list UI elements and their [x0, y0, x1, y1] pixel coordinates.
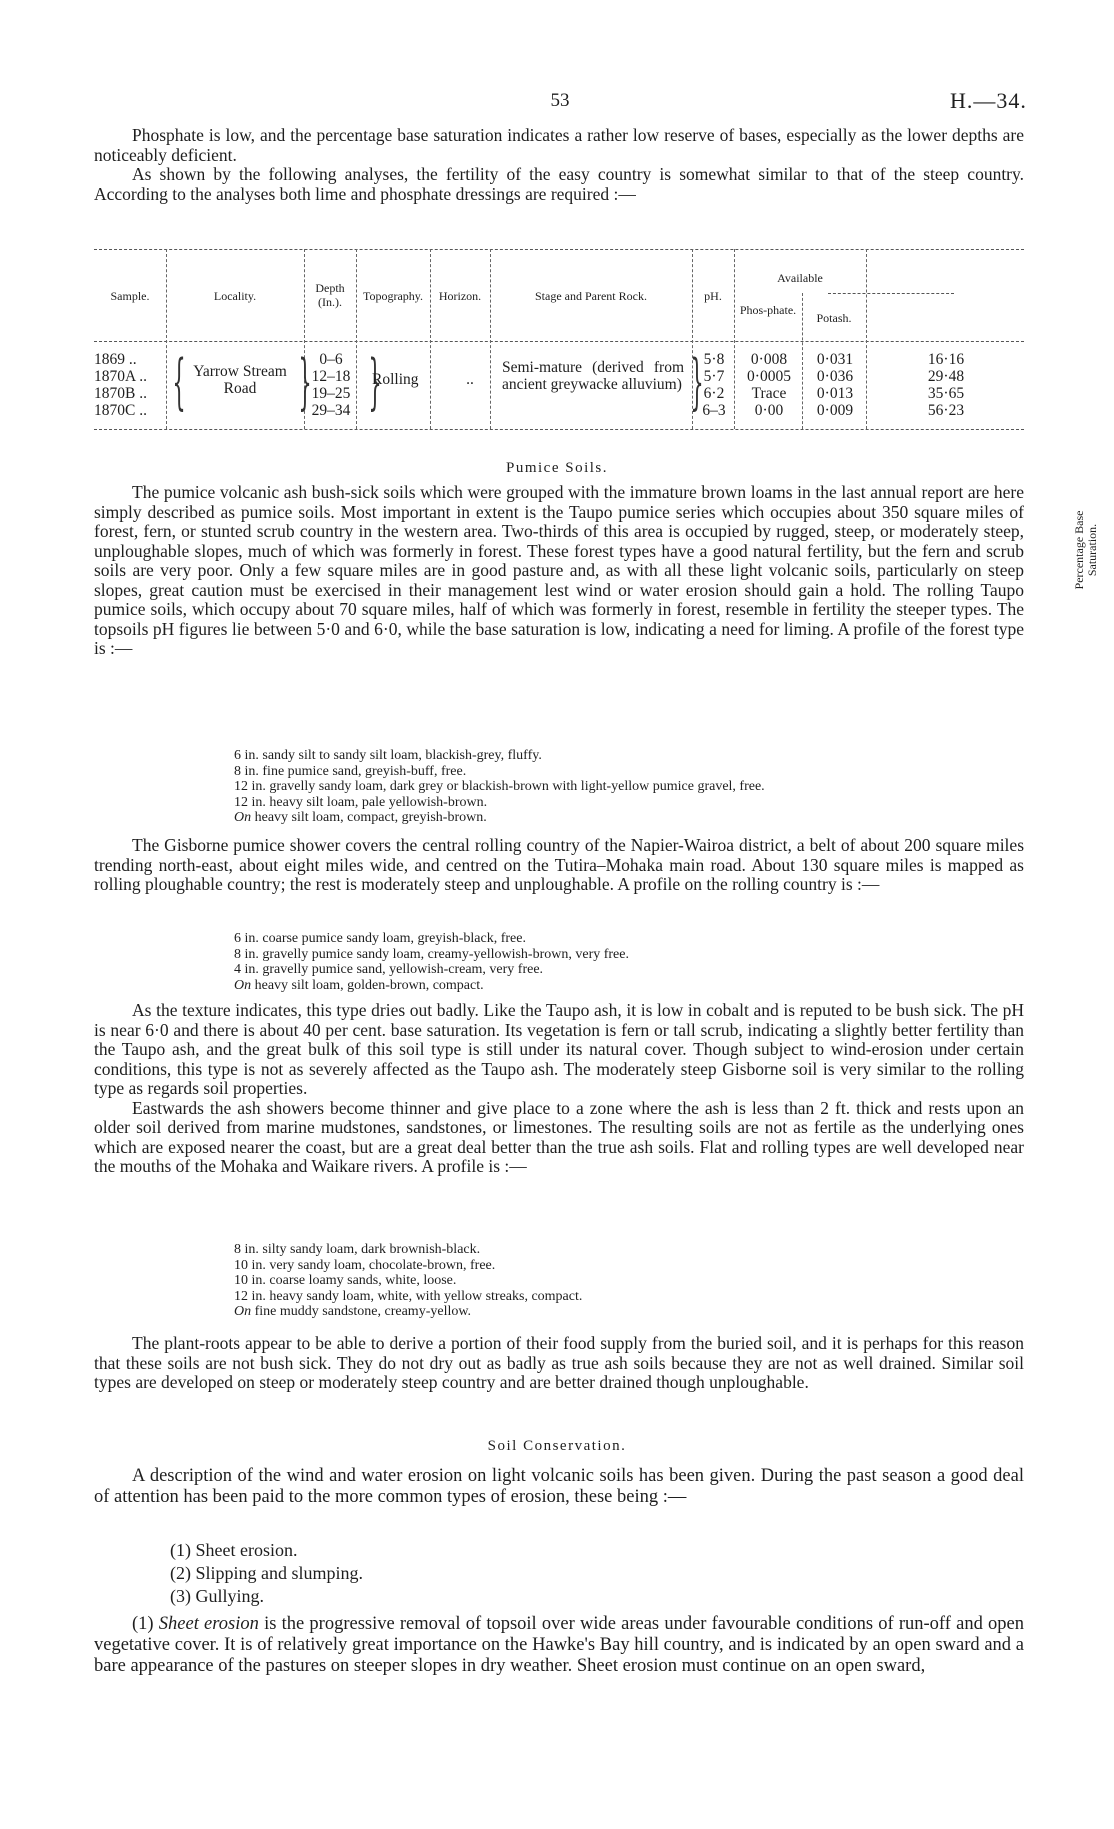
pumice-paragraph-2: The Gisborne pumice shower covers the central rolling country of the Napier-Wairoa district, a belt of about 200 square miles trending north-east, about eight miles wide, and centred on the Tutira–Mohaka main road. About 130 square miles is mapped as rolling ploughable country; the rest is moderately steep and unploughable. A profile on the rolling country is :—: [94, 835, 1024, 894]
header-potash: Potash.: [816, 311, 852, 325]
profile-forest-type: [234, 748, 994, 826]
depth-column: 0–6 12–18 19–25 29–34: [311, 351, 351, 419]
profile-eastwards: [234, 1242, 994, 1320]
profile-line: 8 in. silty sandy loam, dark brownish-black.: [234, 1242, 481, 1257]
header-base-saturation: Percentage Base Saturation.: [1072, 510, 1099, 590]
phosphate-column: 0·008 0·0005 Trace 0·00: [747, 351, 791, 419]
table-bottom-rule: [94, 429, 1024, 430]
column-divider: [490, 249, 491, 429]
profile-line: 12 in. heavy silt loam, pale yellowish-brown.: [234, 794, 488, 810]
profile-line: 4 in. gravelly pumice sand, yellowish-cream, very free.: [234, 962, 544, 978]
profile-line: 8 in. fine pumice sand, greyish-buff, free.: [234, 763, 467, 779]
table-header-rule: [94, 341, 1024, 342]
left-brace: {: [172, 347, 186, 417]
stage-cell: Semi-mature (derived from ancient greywacke alluvium): [502, 359, 684, 393]
table-row: 1870A ..: [94, 368, 147, 385]
header-locality: Locality.: [213, 289, 257, 303]
column-divider: [430, 249, 431, 429]
column-divider: [356, 249, 357, 429]
header-sample: Sample.: [110, 289, 150, 303]
table-row: 1870C ..: [94, 402, 147, 419]
topography-cell: Rolling: [372, 371, 419, 388]
pumice-paragraph-1-wrap: [94, 483, 1024, 659]
section-heading-conservation: Soil Conservation.: [487, 1438, 627, 1454]
pumice-paragraph-5: The plant-roots appear to be able to derive a portion of their food supply from the buried soil, and it is perhaps for this reason that these soils are not bush sick. They do not dry out as badly as true ash soils because they are not as well drained. Similar soil types are developed on steep or moderately steep country and are better drained though unploughable.: [94, 1333, 1024, 1392]
locality-cell: Yarrow Stream Road: [193, 363, 287, 397]
header-phosphate: Phos-phate.: [739, 303, 797, 317]
erosion-types-list: [170, 1539, 363, 1608]
pumice-paragraph-1: The pumice volcanic ash bush-sick soils which were grouped with the immature brown loams in the last annual report are here simply described as pumice soils. Most important in extent is the Taupo pumice series which occupies about 350 square miles of forest, fern, or stunted scrub country in the western area. Two-thirds of this area is occupied by rugged, steep, or moderately steep, unploughable slopes, much of which was formerly in forest. These forest types have a good natural fertility, but the fern and scrub soils are very poor. Only a few square miles are in good pasture and, as with all these light volcanic soils, particularly on steep slopes, great caution must be exercised in their management lest wind or water erosion should gain a hold. The rolling Taupo pumice soils, which occupy about 70 square miles, half of which was formerly in forest, resemble in fertility the steeper types. The topsoils pH figures lie between 5·0 and 6·0, while the base saturation is low, indicating a need for liming. A profile of the forest type is :—: [94, 482, 1024, 658]
header-stage: Stage and Parent Rock.: [535, 289, 647, 303]
available-rule: [828, 293, 954, 294]
list-item: (3) Gullying.: [170, 1586, 264, 1606]
conservation-paragraph-1: A description of the wind and water erosion on light volcanic soils has been given. During the past season a good deal of attention has been paid to the more common types of erosion, these being :—: [94, 1466, 1024, 1507]
header-topography: Topography.: [362, 289, 424, 303]
base-saturation-column: 16·16 29·48 35·65 56·23: [927, 351, 965, 419]
right-brace: }: [368, 347, 382, 417]
header-horizon: Horizon.: [438, 289, 482, 303]
potash-column: 0·031 0·036 0·013 0·009: [816, 351, 854, 419]
profile-rolling-country: [234, 931, 994, 993]
pumice-paragraph-3-wrap: [94, 1001, 1024, 1177]
table-row: 1870B ..: [94, 385, 147, 402]
profile-line: 10 in. very sandy loam, chocolate-brown, free.: [234, 1257, 496, 1273]
pumice-paragraph-3: As the texture indicates, this type dries out badly. Like the Taupo ash, it is low in cobalt and is reputed to be bush sick. The pH is near 6·0 and there is about 40 per cent. base saturation. Its vegetation is fern or tall scrub, indicating a slightly better fertility than the Taupo ash, and the great bulk of this soil type is still under its natural cover. Though subject to wind-erosion under certain conditions, this type is not as severely affected as the Taupo ash. The moderately steep Gisborne soil is very similar to the rolling type as regards soil properties.: [94, 1000, 1024, 1098]
intro-block: [94, 126, 1024, 204]
ph-column: 5·8 5·7 6·2 6–3: [702, 351, 726, 419]
sample-column: [94, 351, 147, 419]
column-divider: [166, 249, 167, 429]
conservation-paragraph-2: (1) Sheet erosion is the progressive removal of topsoil over wide areas under favourable conditions of run-off and open vegetative cover. It is of relatively great importance on the Hawke's Bay hill country, and is indicated by an open sward and a bare appearance of the pastures on steeper slopes in dry weather. Sheet erosion must continue on an open sward,: [94, 1614, 1024, 1676]
section-heading-pumice: Pumice Soils.: [505, 460, 608, 476]
right-brace: }: [690, 347, 704, 417]
profile-line: 10 in. coarse loamy sands, white, loose.: [234, 1273, 457, 1289]
profile-line: 8 in. gravelly pumice sandy loam, creamy-yellowish-brown, very free.: [234, 946, 629, 962]
profile-line: 6 in. sandy silt to sandy silt loam, blackish-grey, fluffy.: [234, 748, 542, 763]
intro-paragraph-1: Phosphate is low, and the percentage base saturation indicates a rather low reserve of bases, especially as the lower depths are noticeably deficient.: [94, 125, 1024, 165]
column-divider: [866, 249, 867, 429]
table-row: 1869 ..: [94, 351, 137, 368]
document-reference: H.—34.: [950, 88, 1027, 113]
list-item: (2) Slipping and slumping.: [170, 1563, 363, 1583]
header-depth: Depth (In.).: [315, 281, 345, 309]
profile-line: 12 in. heavy sandy loam, white, with yellow streaks, compact.: [234, 1288, 583, 1304]
pumice-paragraph-2-wrap: [94, 836, 1024, 895]
profile-line: 12 in. gravelly sandy loam, dark grey or blackish-brown with light-yellow pumice gravel, free.: [234, 779, 765, 795]
intro-paragraph-2: As shown by the following analyses, the fertility of the easy country is somewhat similar to that of the steep country. According to the analyses both lime and phosphate dressings are required :—: [94, 164, 1024, 204]
right-brace: }: [298, 347, 312, 417]
header-ph: pH.: [704, 289, 722, 303]
table-top-rule: [94, 249, 1024, 250]
profile-line: On heavy silt loam, golden-brown, compact.: [234, 977, 484, 993]
header-base-saturation-wrap: [1056, 507, 1114, 590]
profile-line: On fine muddy sandstone, creamy-yellow.: [234, 1304, 472, 1320]
pumice-paragraph-5-wrap: [94, 1334, 1024, 1393]
page-number: 53: [550, 90, 570, 111]
horizon-cell: ..: [466, 371, 474, 388]
profile-line: 6 in. coarse pumice sandy loam, greyish-black, free.: [234, 931, 526, 946]
pumice-paragraph-4: Eastwards the ash showers become thinner and give place to a zone where the ash is less than 2 ft. thick and rests upon an older soil derived from marine mudstones, sandstones, or limestones. The resulting soils are not as fertile as the underlying ones which are exposed nearer the coast, but are a great deal better than the true ash soils. Flat and rolling types are well developed near the mouths of the Mohaka and Waikare rivers. A profile is :—: [94, 1097, 1024, 1176]
list-item: (1) Sheet erosion.: [170, 1540, 298, 1560]
conservation-paragraph-1-wrap: [94, 1466, 1024, 1508]
header-available: Available: [777, 271, 823, 285]
profile-line: On heavy silt loam, compact, greyish-brown.: [234, 810, 487, 826]
conservation-paragraph-2-wrap: [94, 1614, 1024, 1677]
